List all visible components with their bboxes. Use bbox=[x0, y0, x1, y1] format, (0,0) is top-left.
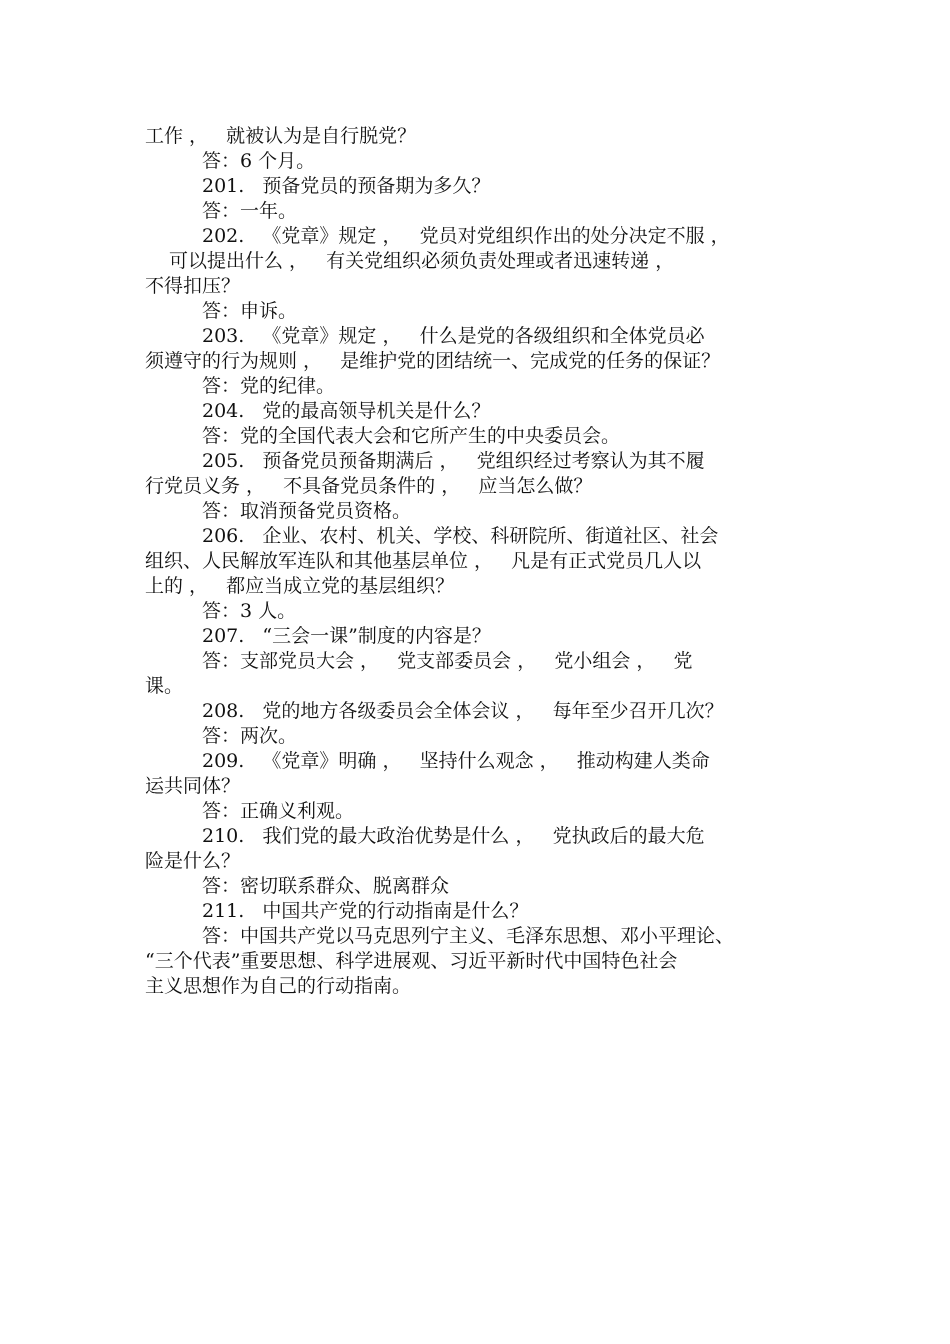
text-line: 课。 bbox=[145, 675, 184, 697]
text-line: 211. 中国共产党的行动指南是什么？ bbox=[202, 900, 529, 922]
text-line: 202. 《党章》规定 ， 党员对党组织作出的处分决定不服 ， bbox=[202, 225, 730, 247]
text-line: 运共同体？ bbox=[145, 775, 241, 797]
text-line: 208. 党的地方各级委员会全体会议 ， 每年至少召开几次？ bbox=[202, 700, 724, 722]
text-line: 答：3 人。 bbox=[202, 600, 297, 622]
text-line: 答：正确义利观。 bbox=[202, 800, 355, 822]
text-line: 答：中国共产党以马克思列宁主义、毛泽东思想、邓小平理论、 bbox=[202, 925, 735, 947]
text-line: 答：密切联系群众、脱离群众 bbox=[202, 875, 450, 897]
text-line: 答：一年。 bbox=[202, 200, 298, 222]
text-line: 须遵守的行为规则 ， 是维护党的团结统一、完成党的任务的保证？ bbox=[145, 350, 721, 372]
text-line: 答：支部党员大会 ， 党支部委员会 ， 党小组会 ， 党 bbox=[202, 650, 693, 672]
text-line: 205. 预备党员预备期满后 ， 党组织经过考察认为其不履 bbox=[202, 450, 705, 472]
text-line: 行党员义务 ， 不具备党员条件的 ， 应当怎么做？ bbox=[145, 475, 593, 497]
text-line: 组织、人民解放军连队和其他基层单位 ， 凡是有正式党员几人以 bbox=[145, 550, 702, 572]
text-line: 上的 ， 都应当成立党的基层组织？ bbox=[145, 575, 455, 597]
text-line: 201. 预备党员的预备期为多久？ bbox=[202, 175, 491, 197]
text-line: 主义思想作为自己的行动指南。 bbox=[145, 975, 412, 997]
text-line: 答：取消预备党员资格。 bbox=[202, 500, 412, 522]
text-line: 险是什么？ bbox=[145, 850, 241, 872]
text-line: 可以提出什么 ， 有关党组织必须负责处理或者迅速转递 ， bbox=[169, 250, 675, 272]
text-line: 答：党的全国代表大会和它所产生的中央委员会。 bbox=[202, 425, 621, 447]
text-line: 203. 《党章》规定 ， 什么是党的各级组织和全体党员必 bbox=[202, 325, 705, 347]
text-line: 答：党的纪律。 bbox=[202, 375, 336, 397]
text-line: 209. 《党章》明确 ， 坚持什么观念 ， 推动构建人类命 bbox=[202, 750, 710, 772]
text-line: 206. 企业、农村、机关、学校、科研院所、街道社区、社会 bbox=[202, 525, 719, 547]
text-line: 204. 党的最高领导机关是什么？ bbox=[202, 400, 491, 422]
text-line: 210. 我们党的最大政治优势是什么 ， 党执政后的最大危 bbox=[202, 825, 705, 847]
text-line: 答：申诉。 bbox=[202, 300, 298, 322]
text-line: “三个代表”重要思想、科学进展观、习近平新时代中国特色社会 bbox=[145, 950, 678, 972]
text-line: 不得扣压？ bbox=[145, 275, 241, 297]
text-line: 答：6 个月。 bbox=[202, 150, 316, 172]
text-line: 答：两次。 bbox=[202, 725, 298, 747]
document-body bbox=[145, 124, 825, 999]
text-line: 207. “三会一课”制度的内容是？ bbox=[202, 625, 491, 647]
text-line: 工作 ， 就被认为是自行脱党？ bbox=[145, 125, 417, 147]
